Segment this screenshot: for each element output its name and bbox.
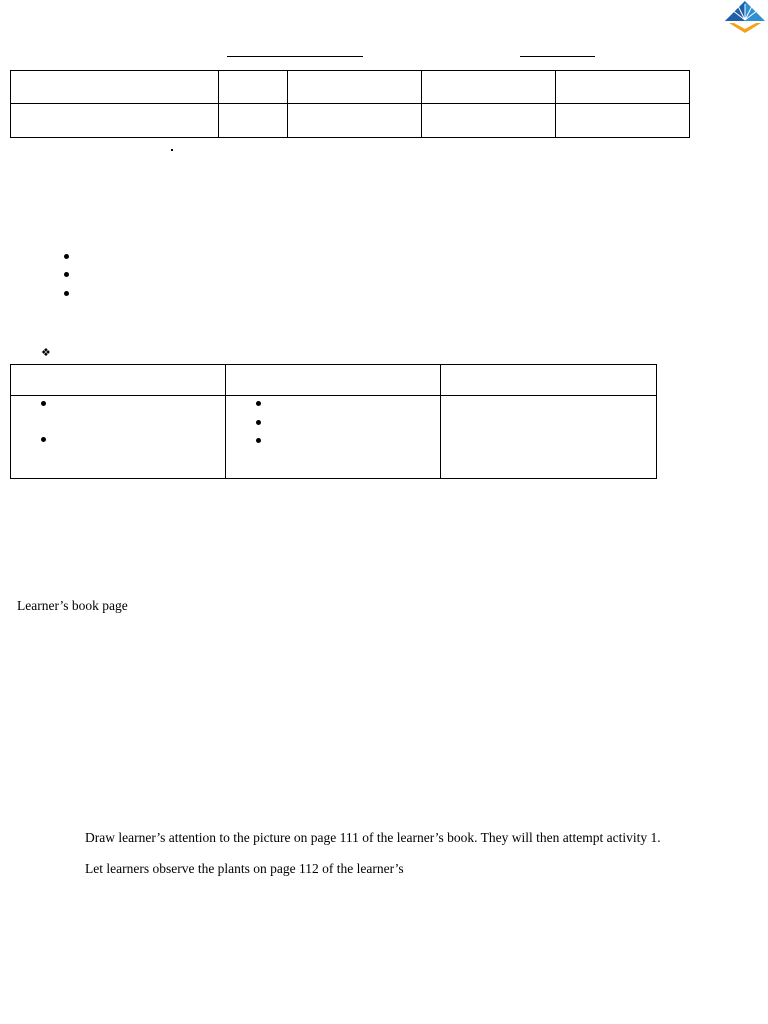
list-bullet xyxy=(64,254,69,259)
table-cell xyxy=(226,365,441,396)
table-cell xyxy=(556,104,690,138)
procedure-line-2: Let learners observe the plants on page 112 of the learner’s xyxy=(85,861,404,876)
stray-dot xyxy=(171,149,173,151)
resources-label: Learner’s book page xyxy=(17,598,128,613)
table-cell xyxy=(288,71,422,104)
table-cell xyxy=(11,104,219,138)
table-cell xyxy=(11,365,226,396)
lesson-info-table xyxy=(10,70,690,138)
underline-blank-left xyxy=(227,56,363,57)
table-row xyxy=(11,396,657,479)
table-row xyxy=(11,104,690,138)
table-cell xyxy=(226,396,441,479)
table-row xyxy=(11,71,690,104)
table-cell xyxy=(422,71,556,104)
list-bullet xyxy=(64,291,69,296)
list-bullet xyxy=(41,401,46,406)
procedure-line-1: Draw learner’s attention to the picture on page 111 of the learner’s book. They will then attempt activity 1. xyxy=(85,830,661,845)
table-row xyxy=(11,365,657,396)
table-cell xyxy=(219,71,288,104)
table-cell xyxy=(288,104,422,138)
underline-blank-right xyxy=(520,56,595,57)
school-logo-icon xyxy=(722,0,768,36)
diamond-four-dots-icon: ❖ xyxy=(41,346,51,359)
list-bullet xyxy=(256,438,261,443)
table-cell xyxy=(219,104,288,138)
table-cell xyxy=(441,365,657,396)
list-bullet xyxy=(256,401,261,406)
list-bullet xyxy=(256,420,261,425)
table-cell xyxy=(556,71,690,104)
table-cell xyxy=(11,71,219,104)
table-cell xyxy=(422,104,556,138)
list-bullet xyxy=(41,437,46,442)
table-cell xyxy=(441,396,657,479)
list-bullet xyxy=(64,272,69,277)
activity-table xyxy=(10,364,657,479)
